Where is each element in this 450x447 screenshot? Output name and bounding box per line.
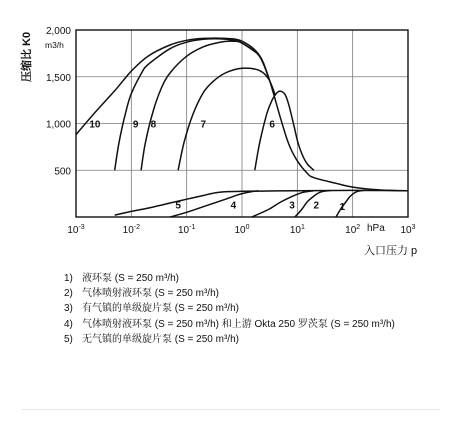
y-unit-label: m3/h: [45, 40, 64, 50]
x-tick-label: $10^{-1}$: [177, 224, 196, 236]
series-line-3: [252, 191, 314, 217]
legend-text: 气体喷射液环泵 (S = 250 m³/h): [82, 288, 219, 300]
legend-item-3: [64, 301, 424, 316]
x-tick-label: $10^2$: [345, 224, 361, 236]
x-tick-label: $10^1$: [289, 224, 305, 236]
legend-item-2: [64, 286, 424, 301]
legend-text: 有气镇的单级旋片泵 (S = 250 m³/h): [82, 303, 239, 315]
series-line-9: [115, 39, 269, 170]
legend-text: 液环泵 (S = 250 m³/h): [82, 273, 179, 284]
x-tick-label: $10^{-3}$: [67, 224, 85, 236]
x-tick-label: $10^0$: [234, 224, 250, 236]
legend-number: 4): [64, 318, 73, 330]
y-axis-label: [19, 32, 33, 82]
curve-labels: [89, 120, 345, 213]
curve-label-4: 4: [230, 200, 237, 212]
legend-number: 2): [64, 288, 73, 300]
curve-label-2: 2: [313, 200, 320, 212]
legend-text: 气体喷射液环泵 (S = 250 m³/h) 和上游 Okta 250 罗茨泵 (S = 250 m³/h): [82, 318, 395, 330]
curve-label-7: 7: [200, 119, 207, 131]
grid-lines: [76, 30, 408, 217]
curve-label-1: 1: [339, 201, 346, 213]
x-axis-label: 入口压力 p: [364, 245, 418, 257]
curve-label-10: 10: [89, 119, 101, 131]
divider: [22, 409, 440, 410]
legend-number: 5): [64, 333, 73, 345]
legend-item-4: [64, 317, 424, 332]
legend-item-1: [64, 271, 424, 286]
y-tick-label: 1,500: [45, 72, 71, 84]
legend: [64, 271, 424, 347]
y-axis-label-text: 压缩比 K0: [21, 31, 33, 82]
legend-number: 1): [64, 273, 73, 284]
legend-text: 无气镇的单级旋片泵 (S = 250 m³/h): [82, 333, 239, 345]
y-tick-label: 2,000: [45, 26, 71, 37]
curve-label-9: 9: [132, 119, 139, 131]
series-line-7: [178, 68, 275, 170]
series-line-5: [115, 190, 408, 215]
series-line-4: [170, 191, 259, 217]
legend-number: 3): [64, 303, 73, 315]
series-line-8: [141, 41, 259, 170]
curve-label-8: 8: [150, 119, 157, 131]
x-unit-label: hPa: [367, 223, 385, 234]
x-tick-label: $10^{-2}$: [122, 224, 141, 236]
curve-label-6: 6: [269, 119, 275, 131]
x-tick-label: $10^3$: [400, 224, 416, 236]
curve-label-5: 5: [175, 200, 181, 212]
legend-item-5: [64, 332, 424, 347]
y-tick-label: 500: [54, 166, 71, 178]
y-tick-label: 1,000: [45, 119, 71, 131]
curve-label-3: 3: [289, 200, 295, 212]
